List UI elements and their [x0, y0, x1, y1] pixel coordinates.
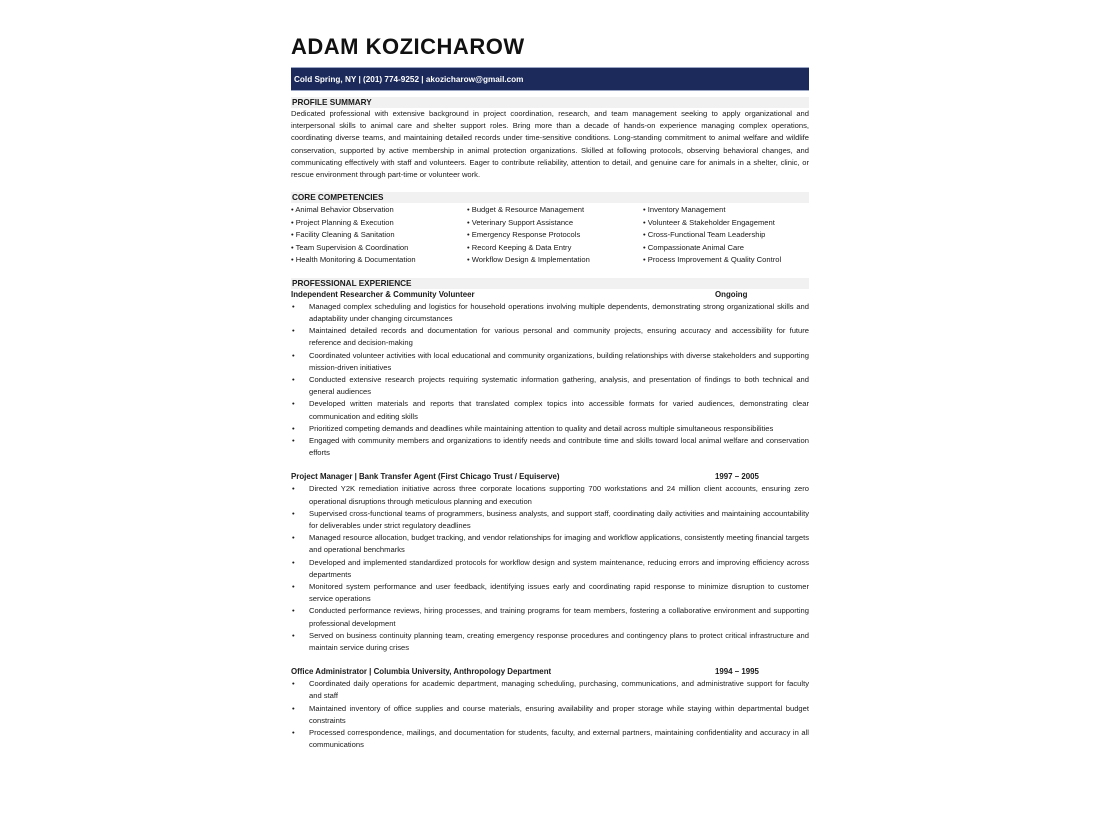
- competency-item: • Process Improvement & Quality Control: [643, 255, 782, 265]
- job-dates: Ongoing: [715, 289, 748, 299]
- bullet-item: • Maintained detailed records and documentation for various personal and community projects, ensuring accuracy and accessibility for future reference and decision-making: [291, 325, 809, 349]
- job-dates: 1994 – 1995: [715, 667, 759, 677]
- resume-page: [291, 33, 809, 751]
- bullet-item: • Developed written materials and reports that translated complex topics into accessible formats for varied audiences, demonstrating clear communication and editing skills: [291, 398, 809, 422]
- competency-item: • Project Planning & Execution: [291, 217, 394, 227]
- competency-item: • Emergency Response Protocols: [467, 230, 581, 240]
- bullet-item: • Conducted performance reviews, hiring processes, and training programs for team members, fostering a collaborative environment and supporting professional development: [291, 605, 809, 629]
- bullet-item: • Managed resource allocation, budget tracking, and vendor relationships for imaging and workflow applications, consistently meeting financial targets and operational benchmarks: [291, 532, 809, 556]
- competencies-heading: CORE COMPETENCIES: [291, 192, 809, 203]
- job-header: [291, 666, 809, 678]
- bullet-item: • Supervised cross-functional teams of programmers, business analysts, and support staff, coordinating daily activities and maintaining accountability for deliverables under strict regulatory deadlines: [291, 508, 809, 532]
- bullet-item: • Maintained inventory of office supplies and course materials, ensuring availability and proper storage while staying within departmental budget constraints: [291, 703, 809, 727]
- bullet-item: • Monitored system performance and user feedback, identifying issues early and coordinating rapid response to minimize disruption to customer service operations: [291, 581, 809, 605]
- competency-item: • Animal Behavior Observation: [291, 205, 394, 215]
- experience-heading: PROFESSIONAL EXPERIENCE: [291, 278, 809, 289]
- job-bullets: [291, 301, 809, 460]
- job-header: [291, 289, 809, 301]
- profile-heading: PROFILE SUMMARY: [291, 97, 809, 108]
- competency-item: • Team Supervision & Coordination: [291, 242, 409, 252]
- bullet-item: • Directed Y2K remediation initiative across three corporate locations supporting 700 workstations and 24 million client accounts, ensuring zero operational disruptions through meticulous planning and execution: [291, 483, 809, 507]
- bullet-item: • Conducted extensive research projects requiring systematic information gathering, analysis, and presentation of findings to both technical and general audiences: [291, 374, 809, 398]
- job-dates: 1997 – 2005: [715, 472, 759, 482]
- bullet-item: • Coordinated daily operations for academic department, managing scheduling, purchasing, communications, and administrative support for faculty and staff: [291, 678, 809, 702]
- competency-item: • Record Keeping & Data Entry: [467, 242, 572, 252]
- competency-item: • Volunteer & Stakeholder Engagement: [643, 217, 775, 227]
- bullet-item: • Developed and implemented standardized protocols for workflow design and system maintenance, reducing errors and improving efficiency across departments: [291, 557, 809, 581]
- competency-item: • Budget & Resource Management: [467, 205, 585, 215]
- profile-text: Dedicated professional with extensive background in project coordination, research, and team management seeking to apply organizational and interpersonal skills to animal care and shelter support roles. Bring more than a decade of hands-on experience managing complex operations, coordinating diverse teams, and maintaining detailed records under time-sensitive conditions. Long-standing commitment to animal welfare and wildlife conservation, supported by active membership in animal protection organizations. Skilled at following protocols, observing behavioral changes, and communicating effectively with staff and volunteers. Eager to contribute reliability, attention to detail, and genuine care for animals in a shelter, clinic, or rescue environment through part-time or volunteer work.: [291, 109, 809, 180]
- bullet-item: • Served on business continuity planning team, creating emergency response procedures and contingency plans to protect critical infrastructure and maintain service during crises: [291, 630, 809, 654]
- job-header: [291, 471, 809, 483]
- competency-item: • Health Monitoring & Documentation: [291, 255, 416, 265]
- competency-item: • Compassionate Animal Care: [643, 242, 745, 252]
- competency-item: • Facility Cleaning & Sanitation: [291, 230, 395, 240]
- job-title: Office Administrator | Columbia University, Anthropology Department: [291, 667, 552, 677]
- job-bullets: [291, 678, 809, 751]
- competency-item: • Cross-Functional Team Leadership: [643, 230, 766, 240]
- bullet-item: • Managed complex scheduling and logistics for household operations involving multiple dependents, demonstrating strong organizational skills and adaptability under changing circumstances: [291, 301, 809, 325]
- job-title: Project Manager | Bank Transfer Agent (First Chicago Trust / Equiserve): [291, 472, 560, 482]
- competency-item: • Workflow Design & Implementation: [467, 255, 590, 265]
- bullet-item: • Processed correspondence, mailings, and documentation for students, faculty, and external partners, maintaining confidentiality and accuracy in all communications: [291, 727, 809, 751]
- contact-bar: Cold Spring, NY | (201) 774-9252 | akozicharow@gmail.com: [291, 67, 809, 91]
- bullet-item: • Engaged with community members and organizations to identify needs and contribute time and skills toward local animal welfare and conservation efforts: [291, 435, 809, 459]
- job-title: Independent Researcher & Community Volunteer: [291, 289, 475, 299]
- competencies-grid: [291, 204, 809, 267]
- competency-item: • Inventory Management: [643, 205, 726, 215]
- candidate-name: ADAM KOZICHAROW: [291, 34, 525, 59]
- competency-item: • Veterinary Support Assistance: [467, 217, 574, 227]
- bullet-item: • Coordinated volunteer activities with local educational and community organizations, building relationships with diverse stakeholders and supporting mission-driven initiatives: [291, 350, 809, 374]
- job-bullets: [291, 483, 809, 654]
- bullet-item: • Prioritized competing demands and deadlines while maintaining attention to quality and detail across multiple simultaneous responsibilities: [291, 423, 809, 435]
